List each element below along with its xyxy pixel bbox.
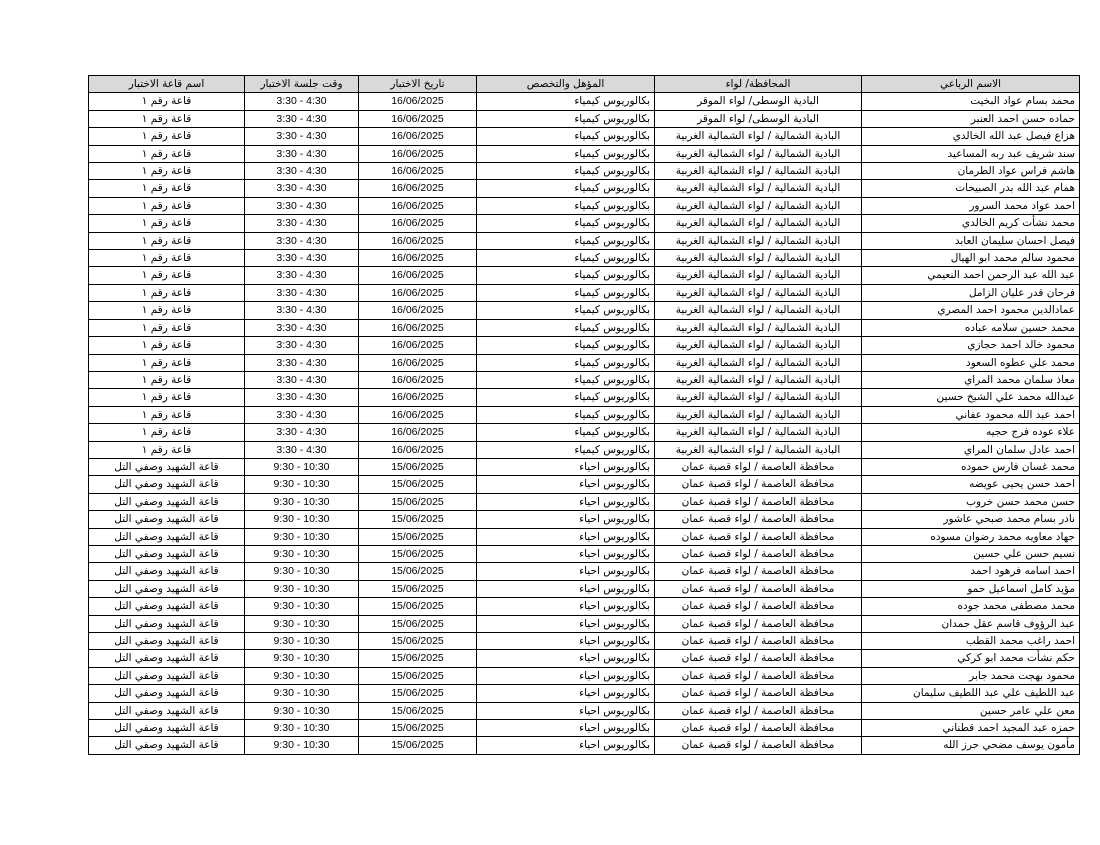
cell-exam-time: 3:30 - 4:30 — [245, 371, 359, 388]
cell-qualification: بكالوريوس احياء — [477, 598, 655, 615]
cell-full-name: احمد عواد محمد السرور — [862, 197, 1080, 214]
cell-full-name: حسن محمد حسن خروب — [862, 493, 1080, 510]
cell-governorate: محافظة العاصمة / لواء قصبة عمان — [655, 580, 862, 597]
cell-exam-room: قاعة رقم ١ — [89, 215, 245, 232]
cell-exam-date: 16/06/2025 — [359, 354, 477, 371]
cell-exam-time: 3:30 - 4:30 — [245, 354, 359, 371]
header-qualification: المؤهل والتخصص — [477, 76, 655, 93]
cell-qualification: بكالوريوس احياء — [477, 493, 655, 510]
cell-qualification: بكالوريوس كيمياء — [477, 163, 655, 180]
cell-exam-room: قاعة الشهيد وصفي التل — [89, 598, 245, 615]
cell-governorate: محافظة العاصمة / لواء قصبة عمان — [655, 737, 862, 754]
cell-exam-room: قاعة رقم ١ — [89, 163, 245, 180]
cell-exam-date: 16/06/2025 — [359, 180, 477, 197]
cell-exam-time: 3:30 - 4:30 — [245, 389, 359, 406]
table-row — [89, 563, 1080, 580]
cell-governorate: محافظة العاصمة / لواء قصبة عمان — [655, 667, 862, 684]
cell-governorate: البادية الشمالية / لواء الشمالية الغربية — [655, 406, 862, 423]
cell-exam-time: 9:30 - 10:30 — [245, 650, 359, 667]
table-row — [89, 337, 1080, 354]
table-row — [89, 267, 1080, 284]
table-row — [89, 545, 1080, 562]
cell-full-name: حكم نشأت محمد ابو كركي — [862, 650, 1080, 667]
cell-exam-room: قاعة رقم ١ — [89, 424, 245, 441]
cell-qualification: بكالوريوس كيمياء — [477, 232, 655, 249]
cell-exam-date: 16/06/2025 — [359, 163, 477, 180]
cell-governorate: البادية الشمالية / لواء الشمالية الغربية — [655, 197, 862, 214]
cell-exam-room: قاعة رقم ١ — [89, 128, 245, 145]
cell-qualification: بكالوريوس كيمياء — [477, 267, 655, 284]
cell-exam-room: قاعة رقم ١ — [89, 197, 245, 214]
cell-exam-time: 9:30 - 10:30 — [245, 493, 359, 510]
cell-qualification: بكالوريوس كيمياء — [477, 406, 655, 423]
table-row — [89, 650, 1080, 667]
cell-governorate: محافظة العاصمة / لواء قصبة عمان — [655, 476, 862, 493]
cell-exam-time: 9:30 - 10:30 — [245, 737, 359, 754]
cell-full-name: علاء عوده فرج حجيه — [862, 424, 1080, 441]
cell-qualification: بكالوريوس احياء — [477, 563, 655, 580]
cell-governorate: البادية الشمالية / لواء الشمالية الغربية — [655, 267, 862, 284]
table-row — [89, 737, 1080, 754]
cell-exam-time: 9:30 - 10:30 — [245, 633, 359, 650]
cell-exam-date: 16/06/2025 — [359, 110, 477, 127]
table-row — [89, 458, 1080, 475]
cell-qualification: بكالوريوس احياء — [477, 476, 655, 493]
cell-governorate: البادية الشمالية / لواء الشمالية الغربية — [655, 232, 862, 249]
header-exam-room: اسم قاعة الاختبار — [89, 76, 245, 93]
cell-exam-date: 15/06/2025 — [359, 580, 477, 597]
cell-governorate: البادية الشمالية / لواء الشمالية الغربية — [655, 250, 862, 267]
cell-exam-room: قاعة رقم ١ — [89, 284, 245, 301]
table-row — [89, 250, 1080, 267]
cell-exam-room: قاعة رقم ١ — [89, 406, 245, 423]
cell-exam-date: 16/06/2025 — [359, 197, 477, 214]
cell-full-name: جهاد معاويه محمد رضوان مسوده — [862, 528, 1080, 545]
exam-schedule-table — [88, 75, 1080, 755]
cell-exam-date: 15/06/2025 — [359, 650, 477, 667]
table-row — [89, 232, 1080, 249]
cell-exam-date: 15/06/2025 — [359, 493, 477, 510]
cell-exam-date: 16/06/2025 — [359, 441, 477, 458]
cell-exam-time: 9:30 - 10:30 — [245, 580, 359, 597]
cell-exam-date: 15/06/2025 — [359, 667, 477, 684]
cell-governorate: البادية الشمالية / لواء الشمالية الغربية — [655, 337, 862, 354]
cell-exam-time: 3:30 - 4:30 — [245, 406, 359, 423]
cell-governorate: البادية الشمالية / لواء الشمالية الغربية — [655, 441, 862, 458]
cell-full-name: معاذ سلمان محمد المراي — [862, 371, 1080, 388]
cell-exam-time: 3:30 - 4:30 — [245, 128, 359, 145]
cell-exam-time: 3:30 - 4:30 — [245, 319, 359, 336]
cell-governorate: محافظة العاصمة / لواء قصبة عمان — [655, 633, 862, 650]
cell-full-name: عمادالدين محمود احمد المصري — [862, 302, 1080, 319]
cell-exam-room: قاعة رقم ١ — [89, 93, 245, 110]
table-row — [89, 580, 1080, 597]
cell-governorate: محافظة العاصمة / لواء قصبة عمان — [655, 563, 862, 580]
cell-exam-time: 3:30 - 4:30 — [245, 267, 359, 284]
table-row — [89, 145, 1080, 162]
cell-governorate: محافظة العاصمة / لواء قصبة عمان — [655, 702, 862, 719]
cell-governorate: البادية الشمالية / لواء الشمالية الغربية — [655, 389, 862, 406]
cell-full-name: حماده حسن احمد العنبر — [862, 110, 1080, 127]
cell-qualification: بكالوريوس كيمياء — [477, 197, 655, 214]
cell-exam-room: قاعة الشهيد وصفي التل — [89, 702, 245, 719]
cell-full-name: احمد عبد الله محمود عفاني — [862, 406, 1080, 423]
cell-exam-date: 16/06/2025 — [359, 145, 477, 162]
cell-full-name: محمد بسام عواد البخيت — [862, 93, 1080, 110]
cell-qualification: بكالوريوس كيمياء — [477, 110, 655, 127]
table-row — [89, 441, 1080, 458]
cell-exam-room: قاعة رقم ١ — [89, 371, 245, 388]
cell-exam-room: قاعة الشهيد وصفي التل — [89, 737, 245, 754]
cell-full-name: نادر بسام محمد صبحي عاشور — [862, 511, 1080, 528]
cell-governorate: البادية الشمالية / لواء الشمالية الغربية — [655, 180, 862, 197]
cell-full-name: احمد اسامه فرهود احمد — [862, 563, 1080, 580]
cell-exam-date: 15/06/2025 — [359, 458, 477, 475]
cell-governorate: محافظة العاصمة / لواء قصبة عمان — [655, 650, 862, 667]
cell-full-name: عبدالله محمد علي الشيخ حسين — [862, 389, 1080, 406]
table-row — [89, 284, 1080, 301]
cell-governorate: البادية الشمالية / لواء الشمالية الغربية — [655, 424, 862, 441]
cell-full-name: نسيم حسن علي حسين — [862, 545, 1080, 562]
cell-exam-time: 3:30 - 4:30 — [245, 180, 359, 197]
cell-governorate: البادية الوسطى/ لواء الموقر — [655, 110, 862, 127]
cell-exam-time: 9:30 - 10:30 — [245, 667, 359, 684]
cell-qualification: بكالوريوس كيمياء — [477, 441, 655, 458]
cell-full-name: عبد الرؤوف قاسم عقل حمدان — [862, 615, 1080, 632]
cell-full-name: احمد راغب محمد القطب — [862, 633, 1080, 650]
cell-exam-date: 16/06/2025 — [359, 128, 477, 145]
cell-qualification: بكالوريوس كيمياء — [477, 337, 655, 354]
cell-governorate: البادية الشمالية / لواء الشمالية الغربية — [655, 128, 862, 145]
cell-qualification: بكالوريوس احياء — [477, 737, 655, 754]
header-governorate: المحافظة/ لواء — [655, 76, 862, 93]
cell-governorate: البادية الشمالية / لواء الشمالية الغربية — [655, 145, 862, 162]
cell-qualification: بكالوريوس كيمياء — [477, 389, 655, 406]
cell-full-name: احمد حسن يحيى عويضه — [862, 476, 1080, 493]
cell-exam-date: 15/06/2025 — [359, 685, 477, 702]
cell-exam-room: قاعة رقم ١ — [89, 337, 245, 354]
cell-exam-room: قاعة رقم ١ — [89, 145, 245, 162]
table-row — [89, 354, 1080, 371]
cell-exam-time: 3:30 - 4:30 — [245, 197, 359, 214]
cell-exam-time: 9:30 - 10:30 — [245, 720, 359, 737]
cell-exam-date: 16/06/2025 — [359, 215, 477, 232]
cell-exam-time: 3:30 - 4:30 — [245, 93, 359, 110]
cell-full-name: احمد عادل سلمان المراي — [862, 441, 1080, 458]
cell-qualification: بكالوريوس احياء — [477, 702, 655, 719]
cell-exam-room: قاعة الشهيد وصفي التل — [89, 633, 245, 650]
cell-exam-room: قاعة الشهيد وصفي التل — [89, 615, 245, 632]
table-row — [89, 163, 1080, 180]
cell-exam-time: 9:30 - 10:30 — [245, 511, 359, 528]
table-row — [89, 702, 1080, 719]
cell-governorate: محافظة العاصمة / لواء قصبة عمان — [655, 511, 862, 528]
cell-full-name: مؤيد كامل اسماعيل حمو — [862, 580, 1080, 597]
cell-qualification: بكالوريوس كيمياء — [477, 145, 655, 162]
cell-governorate: البادية الشمالية / لواء الشمالية الغربية — [655, 215, 862, 232]
cell-exam-date: 16/06/2025 — [359, 337, 477, 354]
cell-exam-date: 15/06/2025 — [359, 702, 477, 719]
table-row — [89, 406, 1080, 423]
cell-governorate: محافظة العاصمة / لواء قصبة عمان — [655, 493, 862, 510]
cell-exam-room: قاعة الشهيد وصفي التل — [89, 458, 245, 475]
cell-exam-time: 3:30 - 4:30 — [245, 250, 359, 267]
table-row — [89, 180, 1080, 197]
cell-full-name: فيصل احسان سليمان العابد — [862, 232, 1080, 249]
table-row — [89, 128, 1080, 145]
cell-exam-date: 15/06/2025 — [359, 528, 477, 545]
cell-qualification: بكالوريوس احياء — [477, 580, 655, 597]
cell-exam-date: 15/06/2025 — [359, 615, 477, 632]
cell-exam-date: 15/06/2025 — [359, 511, 477, 528]
cell-qualification: بكالوريوس كيمياء — [477, 180, 655, 197]
table-row — [89, 528, 1080, 545]
cell-exam-room: قاعة الشهيد وصفي التل — [89, 685, 245, 702]
cell-exam-date: 15/06/2025 — [359, 545, 477, 562]
cell-qualification: بكالوريوس كيمياء — [477, 424, 655, 441]
cell-exam-time: 3:30 - 4:30 — [245, 302, 359, 319]
cell-governorate: البادية الشمالية / لواء الشمالية الغربية — [655, 163, 862, 180]
cell-full-name: محمود سالم محمد ابو الهيال — [862, 250, 1080, 267]
cell-exam-date: 16/06/2025 — [359, 250, 477, 267]
cell-full-name: معن علي عامر حسين — [862, 702, 1080, 719]
cell-exam-time: 9:30 - 10:30 — [245, 563, 359, 580]
cell-full-name: همام عبد الله بدر الصبيحات — [862, 180, 1080, 197]
cell-exam-room: قاعة رقم ١ — [89, 354, 245, 371]
cell-governorate: محافظة العاصمة / لواء قصبة عمان — [655, 685, 862, 702]
cell-exam-room: قاعة الشهيد وصفي التل — [89, 650, 245, 667]
cell-exam-time: 9:30 - 10:30 — [245, 702, 359, 719]
table-row — [89, 389, 1080, 406]
cell-exam-time: 3:30 - 4:30 — [245, 110, 359, 127]
cell-exam-time: 3:30 - 4:30 — [245, 232, 359, 249]
table-row — [89, 667, 1080, 684]
cell-full-name: سند شريف عبد ربه المساعيد — [862, 145, 1080, 162]
cell-exam-time: 9:30 - 10:30 — [245, 598, 359, 615]
cell-full-name: عبد اللطيف علي عبد اللطيف سليمان — [862, 685, 1080, 702]
cell-qualification: بكالوريوس احياء — [477, 545, 655, 562]
cell-exam-date: 16/06/2025 — [359, 232, 477, 249]
cell-full-name: محمد حسين سلامه عباده — [862, 319, 1080, 336]
table-row — [89, 615, 1080, 632]
cell-qualification: بكالوريوس كيمياء — [477, 371, 655, 388]
cell-full-name: عبد الله عبد الرحمن احمد النعيمي — [862, 267, 1080, 284]
cell-exam-room: قاعة رقم ١ — [89, 441, 245, 458]
cell-qualification: بكالوريوس احياء — [477, 667, 655, 684]
cell-exam-time: 3:30 - 4:30 — [245, 441, 359, 458]
cell-exam-room: قاعة الشهيد وصفي التل — [89, 476, 245, 493]
cell-exam-room: قاعة رقم ١ — [89, 302, 245, 319]
table-row — [89, 493, 1080, 510]
header-exam-date: تاريخ الاختبار — [359, 76, 477, 93]
cell-exam-room: قاعة رقم ١ — [89, 250, 245, 267]
cell-exam-time: 9:30 - 10:30 — [245, 685, 359, 702]
cell-qualification: بكالوريوس احياء — [477, 650, 655, 667]
cell-exam-date: 16/06/2025 — [359, 389, 477, 406]
cell-exam-date: 16/06/2025 — [359, 424, 477, 441]
cell-governorate: البادية الشمالية / لواء الشمالية الغربية — [655, 319, 862, 336]
cell-governorate: محافظة العاصمة / لواء قصبة عمان — [655, 720, 862, 737]
cell-full-name: هاشم فراس عواد الطرمان — [862, 163, 1080, 180]
cell-exam-room: قاعة الشهيد وصفي التل — [89, 720, 245, 737]
cell-full-name: محمود خالد احمد حجازي — [862, 337, 1080, 354]
cell-exam-room: قاعة الشهيد وصفي التل — [89, 528, 245, 545]
cell-governorate: البادية الشمالية / لواء الشمالية الغربية — [655, 354, 862, 371]
cell-governorate: محافظة العاصمة / لواء قصبة عمان — [655, 598, 862, 615]
cell-qualification: بكالوريوس كيمياء — [477, 319, 655, 336]
cell-qualification: بكالوريوس كيمياء — [477, 128, 655, 145]
cell-qualification: بكالوريوس احياء — [477, 720, 655, 737]
table-row — [89, 598, 1080, 615]
cell-exam-time: 9:30 - 10:30 — [245, 458, 359, 475]
header-exam-time: وقت جلسة الاختبار — [245, 76, 359, 93]
cell-exam-time: 3:30 - 4:30 — [245, 424, 359, 441]
cell-qualification: بكالوريوس كيمياء — [477, 354, 655, 371]
cell-exam-room: قاعة الشهيد وصفي التل — [89, 667, 245, 684]
table-row — [89, 93, 1080, 110]
cell-governorate: البادية الشمالية / لواء الشمالية الغربية — [655, 302, 862, 319]
cell-governorate: محافظة العاصمة / لواء قصبة عمان — [655, 528, 862, 545]
cell-governorate: البادية الوسطى/ لواء الموقر — [655, 93, 862, 110]
cell-governorate: محافظة العاصمة / لواء قصبة عمان — [655, 458, 862, 475]
cell-exam-date: 15/06/2025 — [359, 720, 477, 737]
cell-exam-date: 16/06/2025 — [359, 267, 477, 284]
cell-full-name: محمد نشأت كريم الخالدي — [862, 215, 1080, 232]
cell-exam-date: 16/06/2025 — [359, 371, 477, 388]
cell-qualification: بكالوريوس كيمياء — [477, 302, 655, 319]
cell-exam-date: 15/06/2025 — [359, 563, 477, 580]
cell-exam-date: 16/06/2025 — [359, 93, 477, 110]
table-row — [89, 302, 1080, 319]
cell-exam-date: 16/06/2025 — [359, 319, 477, 336]
cell-full-name: فرحان قدر عليان الزامل — [862, 284, 1080, 301]
cell-qualification: بكالوريوس كيمياء — [477, 284, 655, 301]
cell-governorate: محافظة العاصمة / لواء قصبة عمان — [655, 545, 862, 562]
table-row — [89, 110, 1080, 127]
cell-exam-date: 16/06/2025 — [359, 406, 477, 423]
cell-qualification: بكالوريوس كيمياء — [477, 93, 655, 110]
table-row — [89, 476, 1080, 493]
table-row — [89, 720, 1080, 737]
cell-exam-date: 16/06/2025 — [359, 284, 477, 301]
cell-qualification: بكالوريوس كيمياء — [477, 250, 655, 267]
cell-governorate: البادية الشمالية / لواء الشمالية الغربية — [655, 371, 862, 388]
table-row — [89, 424, 1080, 441]
cell-exam-time: 3:30 - 4:30 — [245, 337, 359, 354]
cell-qualification: بكالوريوس احياء — [477, 511, 655, 528]
cell-exam-room: قاعة رقم ١ — [89, 389, 245, 406]
cell-exam-time: 9:30 - 10:30 — [245, 545, 359, 562]
cell-exam-date: 15/06/2025 — [359, 476, 477, 493]
cell-full-name: محمد علي عطوه السعود — [862, 354, 1080, 371]
cell-exam-room: قاعة الشهيد وصفي التل — [89, 580, 245, 597]
cell-exam-room: قاعة رقم ١ — [89, 319, 245, 336]
cell-exam-time: 3:30 - 4:30 — [245, 145, 359, 162]
header-row — [89, 76, 1080, 93]
table-row — [89, 511, 1080, 528]
cell-full-name: حمزه عبد المجيد احمد قطناني — [862, 720, 1080, 737]
cell-full-name: مأمون يوسف مضحي حرز الله — [862, 737, 1080, 754]
cell-exam-time: 9:30 - 10:30 — [245, 528, 359, 545]
cell-exam-date: 16/06/2025 — [359, 302, 477, 319]
cell-qualification: بكالوريوس احياء — [477, 528, 655, 545]
cell-exam-room: قاعة الشهيد وصفي التل — [89, 511, 245, 528]
table-row — [89, 685, 1080, 702]
cell-full-name: هزاع فيصل عبد الله الخالدي — [862, 128, 1080, 145]
table-row — [89, 319, 1080, 336]
cell-qualification: بكالوريوس احياء — [477, 633, 655, 650]
cell-exam-room: قاعة الشهيد وصفي التل — [89, 563, 245, 580]
cell-qualification: بكالوريوس احياء — [477, 458, 655, 475]
cell-full-name: محمود بهجت محمد جابر — [862, 667, 1080, 684]
cell-exam-room: قاعة رقم ١ — [89, 232, 245, 249]
cell-exam-room: قاعة رقم ١ — [89, 267, 245, 284]
cell-exam-time: 3:30 - 4:30 — [245, 284, 359, 301]
cell-exam-room: قاعة رقم ١ — [89, 180, 245, 197]
table-row — [89, 215, 1080, 232]
cell-exam-date: 15/06/2025 — [359, 737, 477, 754]
cell-exam-room: قاعة رقم ١ — [89, 110, 245, 127]
table-row — [89, 197, 1080, 214]
cell-qualification: بكالوريوس احياء — [477, 615, 655, 632]
cell-exam-time: 3:30 - 4:30 — [245, 215, 359, 232]
table-row — [89, 633, 1080, 650]
cell-exam-date: 15/06/2025 — [359, 598, 477, 615]
cell-exam-time: 9:30 - 10:30 — [245, 476, 359, 493]
cell-governorate: البادية الشمالية / لواء الشمالية الغربية — [655, 284, 862, 301]
cell-full-name: محمد غسان فارس حموده — [862, 458, 1080, 475]
cell-exam-room: قاعة الشهيد وصفي التل — [89, 493, 245, 510]
cell-exam-time: 9:30 - 10:30 — [245, 615, 359, 632]
cell-governorate: محافظة العاصمة / لواء قصبة عمان — [655, 615, 862, 632]
cell-exam-time: 3:30 - 4:30 — [245, 163, 359, 180]
cell-exam-room: قاعة الشهيد وصفي التل — [89, 545, 245, 562]
cell-qualification: بكالوريوس كيمياء — [477, 215, 655, 232]
cell-exam-date: 15/06/2025 — [359, 633, 477, 650]
cell-qualification: بكالوريوس احياء — [477, 685, 655, 702]
table-row — [89, 371, 1080, 388]
cell-full-name: محمد مصطفى محمد جوده — [862, 598, 1080, 615]
header-full-name: الاسم الرباعي — [862, 76, 1080, 93]
